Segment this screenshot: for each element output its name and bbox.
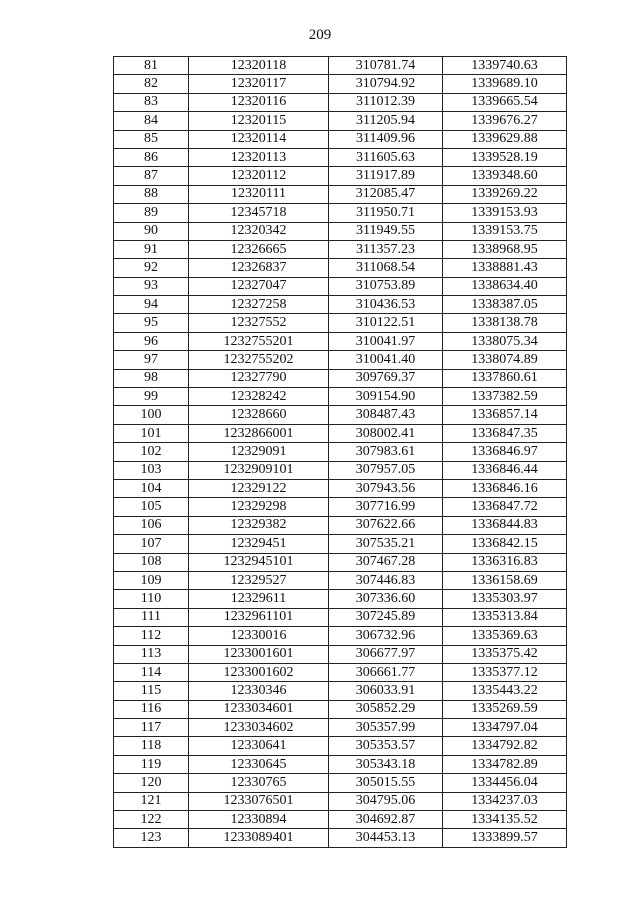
table-row bbox=[114, 57, 567, 75]
table-row bbox=[114, 737, 567, 755]
y-coordinate-cell: 1336846.16 bbox=[443, 479, 567, 497]
x-coordinate-cell: 311012.39 bbox=[329, 93, 443, 111]
point-id-cell: 12330765 bbox=[189, 774, 329, 792]
x-coordinate-cell: 307467.28 bbox=[329, 553, 443, 571]
x-coordinate-cell: 311917.89 bbox=[329, 167, 443, 185]
row-index-cell: 99 bbox=[114, 388, 189, 406]
x-coordinate-cell: 310041.97 bbox=[329, 332, 443, 350]
point-id-cell: 1232909101 bbox=[189, 461, 329, 479]
x-coordinate-cell: 307245.89 bbox=[329, 608, 443, 626]
table-row bbox=[114, 406, 567, 424]
row-index-cell: 97 bbox=[114, 351, 189, 369]
table-row bbox=[114, 682, 567, 700]
table-row bbox=[114, 148, 567, 166]
x-coordinate-cell: 307446.83 bbox=[329, 571, 443, 589]
row-index-cell: 84 bbox=[114, 112, 189, 130]
point-id-cell: 12327552 bbox=[189, 314, 329, 332]
y-coordinate-cell: 1334797.04 bbox=[443, 719, 567, 737]
point-id-cell: 12329451 bbox=[189, 535, 329, 553]
row-index-cell: 92 bbox=[114, 259, 189, 277]
table-row bbox=[114, 332, 567, 350]
table-row bbox=[114, 388, 567, 406]
row-index-cell: 96 bbox=[114, 332, 189, 350]
y-coordinate-cell: 1333899.57 bbox=[443, 829, 567, 847]
point-id-cell: 1232755202 bbox=[189, 351, 329, 369]
y-coordinate-cell: 1339348.60 bbox=[443, 167, 567, 185]
x-coordinate-cell: 310794.92 bbox=[329, 75, 443, 93]
x-coordinate-cell: 305357.99 bbox=[329, 719, 443, 737]
table-row bbox=[114, 792, 567, 810]
x-coordinate-cell: 311068.54 bbox=[329, 259, 443, 277]
x-coordinate-cell: 306732.96 bbox=[329, 627, 443, 645]
point-id-cell: 12326665 bbox=[189, 240, 329, 258]
point-id-cell: 12329122 bbox=[189, 479, 329, 497]
y-coordinate-cell: 1339629.88 bbox=[443, 130, 567, 148]
x-coordinate-cell: 306661.77 bbox=[329, 663, 443, 681]
x-coordinate-cell: 310781.74 bbox=[329, 57, 443, 75]
coordinates-table-body bbox=[114, 57, 567, 848]
table-row bbox=[114, 351, 567, 369]
y-coordinate-cell: 1335303.97 bbox=[443, 590, 567, 608]
y-coordinate-cell: 1334237.03 bbox=[443, 792, 567, 810]
table-row bbox=[114, 296, 567, 314]
table-row bbox=[114, 314, 567, 332]
table-row bbox=[114, 829, 567, 847]
row-index-cell: 87 bbox=[114, 167, 189, 185]
table-row bbox=[114, 204, 567, 222]
row-index-cell: 100 bbox=[114, 406, 189, 424]
x-coordinate-cell: 304795.06 bbox=[329, 792, 443, 810]
point-id-cell: 12320118 bbox=[189, 57, 329, 75]
point-id-cell: 1232866001 bbox=[189, 424, 329, 442]
x-coordinate-cell: 312085.47 bbox=[329, 185, 443, 203]
y-coordinate-cell: 1339665.54 bbox=[443, 93, 567, 111]
row-index-cell: 111 bbox=[114, 608, 189, 626]
point-id-cell: 12330641 bbox=[189, 737, 329, 755]
point-id-cell: 12320114 bbox=[189, 130, 329, 148]
y-coordinate-cell: 1335369.63 bbox=[443, 627, 567, 645]
y-coordinate-cell: 1338968.95 bbox=[443, 240, 567, 258]
table-row bbox=[114, 369, 567, 387]
table-row bbox=[114, 516, 567, 534]
table-row bbox=[114, 259, 567, 277]
point-id-cell: 12320112 bbox=[189, 167, 329, 185]
point-id-cell: 12320115 bbox=[189, 112, 329, 130]
row-index-cell: 119 bbox=[114, 755, 189, 773]
row-index-cell: 88 bbox=[114, 185, 189, 203]
row-index-cell: 106 bbox=[114, 516, 189, 534]
point-id-cell: 12327790 bbox=[189, 369, 329, 387]
table-row bbox=[114, 663, 567, 681]
x-coordinate-cell: 305343.18 bbox=[329, 755, 443, 773]
y-coordinate-cell: 1336846.44 bbox=[443, 461, 567, 479]
point-id-cell: 1233076501 bbox=[189, 792, 329, 810]
point-id-cell: 12328660 bbox=[189, 406, 329, 424]
x-coordinate-cell: 311205.94 bbox=[329, 112, 443, 130]
x-coordinate-cell: 311357.23 bbox=[329, 240, 443, 258]
y-coordinate-cell: 1335375.42 bbox=[443, 645, 567, 663]
y-coordinate-cell: 1338075.34 bbox=[443, 332, 567, 350]
y-coordinate-cell: 1334782.89 bbox=[443, 755, 567, 773]
row-index-cell: 86 bbox=[114, 148, 189, 166]
point-id-cell: 12329091 bbox=[189, 443, 329, 461]
row-index-cell: 104 bbox=[114, 479, 189, 497]
y-coordinate-cell: 1339740.63 bbox=[443, 57, 567, 75]
coordinates-table bbox=[113, 56, 567, 848]
x-coordinate-cell: 304453.13 bbox=[329, 829, 443, 847]
y-coordinate-cell: 1339153.75 bbox=[443, 222, 567, 240]
row-index-cell: 81 bbox=[114, 57, 189, 75]
point-id-cell: 12330346 bbox=[189, 682, 329, 700]
table-row bbox=[114, 608, 567, 626]
table-row bbox=[114, 700, 567, 718]
point-id-cell: 12329382 bbox=[189, 516, 329, 534]
table-row bbox=[114, 719, 567, 737]
table-row bbox=[114, 93, 567, 111]
y-coordinate-cell: 1336842.15 bbox=[443, 535, 567, 553]
row-index-cell: 101 bbox=[114, 424, 189, 442]
x-coordinate-cell: 310122.51 bbox=[329, 314, 443, 332]
point-id-cell: 1232961101 bbox=[189, 608, 329, 626]
x-coordinate-cell: 311950.71 bbox=[329, 204, 443, 222]
y-coordinate-cell: 1334792.82 bbox=[443, 737, 567, 755]
y-coordinate-cell: 1338881.43 bbox=[443, 259, 567, 277]
row-index-cell: 90 bbox=[114, 222, 189, 240]
x-coordinate-cell: 307716.99 bbox=[329, 498, 443, 516]
point-id-cell: 12320117 bbox=[189, 75, 329, 93]
table-row bbox=[114, 571, 567, 589]
table-row bbox=[114, 498, 567, 516]
y-coordinate-cell: 1339528.19 bbox=[443, 148, 567, 166]
point-id-cell: 12320111 bbox=[189, 185, 329, 203]
point-id-cell: 12345718 bbox=[189, 204, 329, 222]
y-coordinate-cell: 1339689.10 bbox=[443, 75, 567, 93]
x-coordinate-cell: 305852.29 bbox=[329, 700, 443, 718]
table-row bbox=[114, 424, 567, 442]
table-row bbox=[114, 277, 567, 295]
point-id-cell: 1233089401 bbox=[189, 829, 329, 847]
table-row bbox=[114, 553, 567, 571]
row-index-cell: 102 bbox=[114, 443, 189, 461]
x-coordinate-cell: 308487.43 bbox=[329, 406, 443, 424]
point-id-cell: 1233001601 bbox=[189, 645, 329, 663]
y-coordinate-cell: 1339676.27 bbox=[443, 112, 567, 130]
point-id-cell: 12329611 bbox=[189, 590, 329, 608]
table-row bbox=[114, 443, 567, 461]
table-row bbox=[114, 755, 567, 773]
x-coordinate-cell: 310753.89 bbox=[329, 277, 443, 295]
x-coordinate-cell: 307336.60 bbox=[329, 590, 443, 608]
row-index-cell: 118 bbox=[114, 737, 189, 755]
y-coordinate-cell: 1335313.84 bbox=[443, 608, 567, 626]
table-row bbox=[114, 645, 567, 663]
point-id-cell: 1233001602 bbox=[189, 663, 329, 681]
y-coordinate-cell: 1334456.04 bbox=[443, 774, 567, 792]
row-index-cell: 112 bbox=[114, 627, 189, 645]
x-coordinate-cell: 307535.21 bbox=[329, 535, 443, 553]
point-id-cell: 1233034601 bbox=[189, 700, 329, 718]
x-coordinate-cell: 310041.40 bbox=[329, 351, 443, 369]
row-index-cell: 91 bbox=[114, 240, 189, 258]
point-id-cell: 12330894 bbox=[189, 811, 329, 829]
y-coordinate-cell: 1335377.12 bbox=[443, 663, 567, 681]
point-id-cell: 1233034602 bbox=[189, 719, 329, 737]
row-index-cell: 82 bbox=[114, 75, 189, 93]
y-coordinate-cell: 1339269.22 bbox=[443, 185, 567, 203]
row-index-cell: 110 bbox=[114, 590, 189, 608]
y-coordinate-cell: 1336847.72 bbox=[443, 498, 567, 516]
point-id-cell: 1232945101 bbox=[189, 553, 329, 571]
row-index-cell: 114 bbox=[114, 663, 189, 681]
row-index-cell: 121 bbox=[114, 792, 189, 810]
point-id-cell: 12327047 bbox=[189, 277, 329, 295]
table-row bbox=[114, 185, 567, 203]
table-row bbox=[114, 112, 567, 130]
x-coordinate-cell: 309154.90 bbox=[329, 388, 443, 406]
table-row bbox=[114, 774, 567, 792]
y-coordinate-cell: 1337382.59 bbox=[443, 388, 567, 406]
point-id-cell: 1232755201 bbox=[189, 332, 329, 350]
y-coordinate-cell: 1335443.22 bbox=[443, 682, 567, 700]
row-index-cell: 94 bbox=[114, 296, 189, 314]
point-id-cell: 12329527 bbox=[189, 571, 329, 589]
y-coordinate-cell: 1335269.59 bbox=[443, 700, 567, 718]
x-coordinate-cell: 305353.57 bbox=[329, 737, 443, 755]
row-index-cell: 120 bbox=[114, 774, 189, 792]
table-row bbox=[114, 240, 567, 258]
row-index-cell: 83 bbox=[114, 93, 189, 111]
x-coordinate-cell: 307622.66 bbox=[329, 516, 443, 534]
y-coordinate-cell: 1338634.40 bbox=[443, 277, 567, 295]
point-id-cell: 12328242 bbox=[189, 388, 329, 406]
page-number: 209 bbox=[308, 27, 332, 43]
y-coordinate-cell: 1336158.69 bbox=[443, 571, 567, 589]
y-coordinate-cell: 1338387.05 bbox=[443, 296, 567, 314]
table-row bbox=[114, 222, 567, 240]
table-row bbox=[114, 461, 567, 479]
x-coordinate-cell: 308002.41 bbox=[329, 424, 443, 442]
point-id-cell: 12330645 bbox=[189, 755, 329, 773]
point-id-cell: 12320342 bbox=[189, 222, 329, 240]
point-id-cell: 12326837 bbox=[189, 259, 329, 277]
y-coordinate-cell: 1338138.78 bbox=[443, 314, 567, 332]
x-coordinate-cell: 306033.91 bbox=[329, 682, 443, 700]
x-coordinate-cell: 310436.53 bbox=[329, 296, 443, 314]
x-coordinate-cell: 304692.87 bbox=[329, 811, 443, 829]
x-coordinate-cell: 305015.55 bbox=[329, 774, 443, 792]
x-coordinate-cell: 306677.97 bbox=[329, 645, 443, 663]
y-coordinate-cell: 1336857.14 bbox=[443, 406, 567, 424]
x-coordinate-cell: 309769.37 bbox=[329, 369, 443, 387]
point-id-cell: 12320113 bbox=[189, 148, 329, 166]
row-index-cell: 98 bbox=[114, 369, 189, 387]
point-id-cell: 12330016 bbox=[189, 627, 329, 645]
table-row bbox=[114, 811, 567, 829]
x-coordinate-cell: 311605.63 bbox=[329, 148, 443, 166]
row-index-cell: 109 bbox=[114, 571, 189, 589]
table-row bbox=[114, 130, 567, 148]
y-coordinate-cell: 1336316.83 bbox=[443, 553, 567, 571]
y-coordinate-cell: 1337860.61 bbox=[443, 369, 567, 387]
x-coordinate-cell: 311949.55 bbox=[329, 222, 443, 240]
table-row bbox=[114, 627, 567, 645]
point-id-cell: 12320116 bbox=[189, 93, 329, 111]
row-index-cell: 89 bbox=[114, 204, 189, 222]
table-row bbox=[114, 75, 567, 93]
row-index-cell: 122 bbox=[114, 811, 189, 829]
table-row bbox=[114, 590, 567, 608]
row-index-cell: 113 bbox=[114, 645, 189, 663]
y-coordinate-cell: 1336844.83 bbox=[443, 516, 567, 534]
y-coordinate-cell: 1339153.93 bbox=[443, 204, 567, 222]
table-row bbox=[114, 479, 567, 497]
point-id-cell: 12329298 bbox=[189, 498, 329, 516]
x-coordinate-cell: 307983.61 bbox=[329, 443, 443, 461]
y-coordinate-cell: 1336847.35 bbox=[443, 424, 567, 442]
y-coordinate-cell: 1336846.97 bbox=[443, 443, 567, 461]
table-row bbox=[114, 167, 567, 185]
x-coordinate-cell: 307943.56 bbox=[329, 479, 443, 497]
row-index-cell: 85 bbox=[114, 130, 189, 148]
point-id-cell: 12327258 bbox=[189, 296, 329, 314]
y-coordinate-cell: 1338074.89 bbox=[443, 351, 567, 369]
x-coordinate-cell: 311409.96 bbox=[329, 130, 443, 148]
row-index-cell: 105 bbox=[114, 498, 189, 516]
row-index-cell: 117 bbox=[114, 719, 189, 737]
row-index-cell: 95 bbox=[114, 314, 189, 332]
row-index-cell: 116 bbox=[114, 700, 189, 718]
y-coordinate-cell: 1334135.52 bbox=[443, 811, 567, 829]
table-row bbox=[114, 535, 567, 553]
row-index-cell: 93 bbox=[114, 277, 189, 295]
row-index-cell: 103 bbox=[114, 461, 189, 479]
row-index-cell: 123 bbox=[114, 829, 189, 847]
row-index-cell: 108 bbox=[114, 553, 189, 571]
x-coordinate-cell: 307957.05 bbox=[329, 461, 443, 479]
row-index-cell: 107 bbox=[114, 535, 189, 553]
row-index-cell: 115 bbox=[114, 682, 189, 700]
